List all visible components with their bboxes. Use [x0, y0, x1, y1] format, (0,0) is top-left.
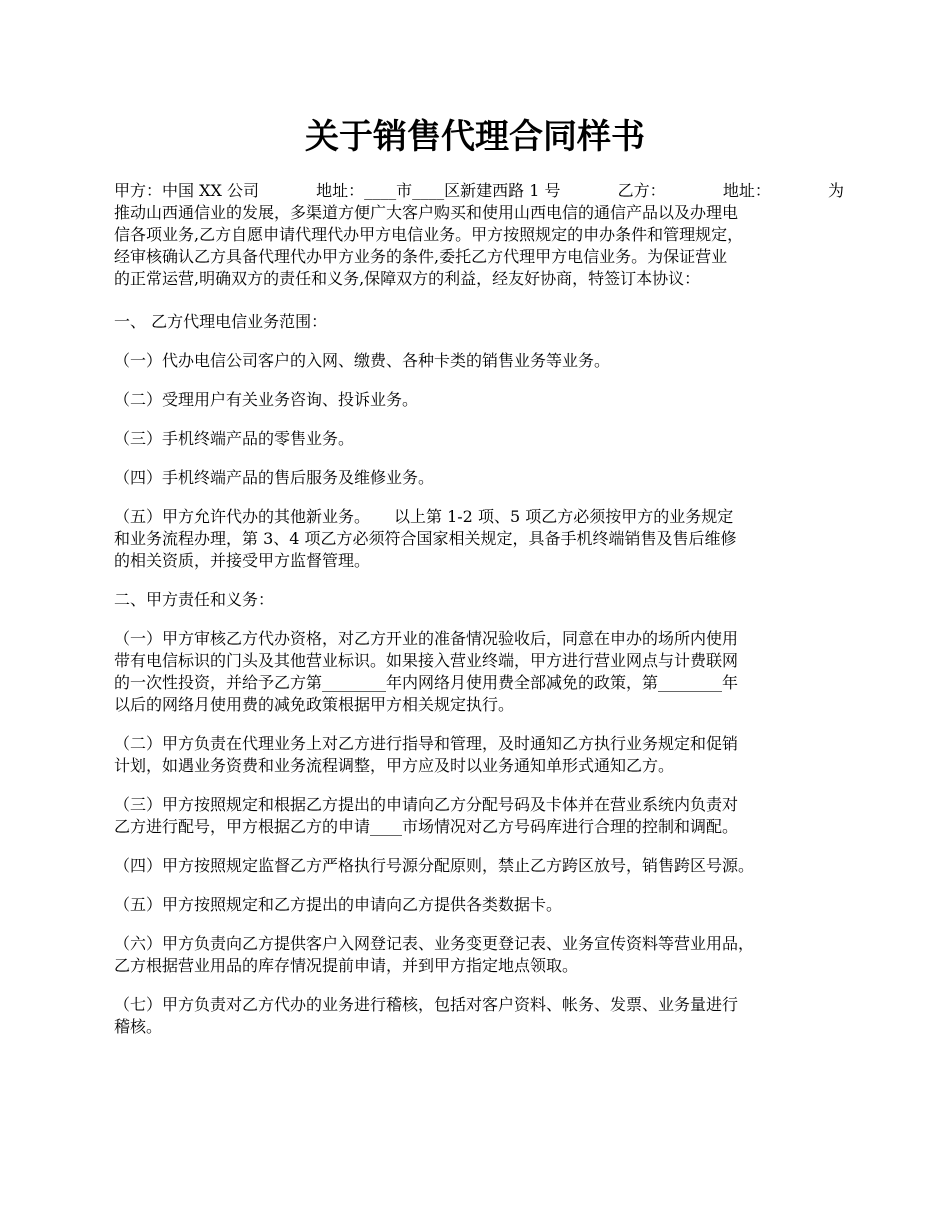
intro-first-line — [114, 180, 844, 202]
section2-paragraph-1 — [114, 628, 844, 716]
intro-lead-word: 为 — [827, 181, 844, 200]
paragraph-line: （一）甲方审核乙方代办资格，对乙方开业的准备情况验收后，同意在申办的场所内使用 — [114, 629, 739, 648]
paragraph-line: （三）甲方按照规定和根据乙方提出的申请向乙方分配号码及卡体并在营业系统内负责对 — [114, 795, 739, 814]
section2-paragraph-3 — [114, 794, 844, 838]
section1-item: （三）手机终端产品的零售业务。 — [114, 429, 355, 448]
paragraph-line: （四）甲方按照规定监督乙方严格执行号源分配原则，禁止乙方跨区放号，销售跨区号源。 — [114, 856, 755, 875]
document-title: 关于销售代理合同样书 — [305, 117, 645, 157]
section1-item-5 — [114, 506, 844, 572]
paragraph-line: （六）甲方负责向乙方提供客户入网登记表、业务变更登记表、业务宣传资料等营业用品， — [114, 934, 755, 953]
section2-paragraph-4 — [114, 855, 844, 877]
paragraph-line: （七）甲方负责对乙方代办的业务进行稽核，包括对客户资料、帐务、发票、业务量进行 — [114, 995, 739, 1014]
section2-paragraph-7 — [114, 994, 844, 1038]
intro-paragraph — [114, 180, 844, 290]
intro-line: 推动山西通信业的发展，多渠道方便广大客户购买和使用山西电信的通信产品以及办理电 — [114, 203, 739, 222]
party-a: 甲方：中国 XX 公司 — [114, 181, 259, 200]
section2-paragraph-2 — [114, 733, 844, 777]
paragraph-line: 稽核。 — [114, 1017, 163, 1036]
section2-heading: 二、甲方责任和义务： — [114, 590, 275, 609]
document-body — [114, 180, 844, 1038]
paragraph-line: （五）甲方按照规定和乙方提出的申请向乙方提供各类数据卡。 — [114, 895, 563, 914]
item5-line: （五）甲方允许代办的其他新业务。 以上第 1-2 项、5 项乙方必须按甲方的业务规定 — [114, 507, 734, 526]
section1-item: （二）受理用户有关业务咨询、投诉业务。 — [114, 390, 419, 409]
party-b-address: 地址： — [722, 181, 771, 200]
intro-line: 的正常运营,明确双方的责任和义务,保障双方的利益，经友好协商，特签订本协议： — [114, 269, 701, 288]
section1-item: （一）代办电信公司客户的入网、缴费、各种卡类的销售业务等业务。 — [114, 351, 611, 370]
party-a-address: 地址：____市____区新建西路 1 号 — [316, 181, 561, 200]
item5-line: 和业务流程办理，第 3、4 项乙方必须符合国家相关规定，具备手机终端销售及售后维修 — [114, 529, 737, 548]
intro-line: 信各项业务,乙方自愿申请代理代办甲方电信业务。甲方按照规定的申办条件和管理规定， — [114, 225, 744, 244]
paragraph-line: 计划，如遇业务资费和业务流程调整，甲方应及时以业务通知单形式通知乙方。 — [114, 756, 675, 775]
paragraph-line: 乙方根据营业用品的库存情况提前申请，并到甲方指定地点领取。 — [114, 956, 579, 975]
section2-paragraph-6 — [114, 933, 844, 977]
item5-line: 的相关资质，并接受甲方监督管理。 — [114, 551, 371, 570]
paragraph-line: 乙方进行配号，甲方根据乙方的申请____市场情况对乙方号码库进行合理的控制和调配。 — [114, 817, 739, 836]
intro-line: 经审核确认乙方具备代理代办甲方业务的条件,委托乙方代理甲方电信业务。为保证营业 — [114, 247, 728, 266]
paragraph-line: 带有电信标识的门头及其他营业标识。如果接入营业终端，甲方进行营业网点与计费联网 — [114, 651, 739, 670]
paragraph-line: 的一次性投资，并给予乙方第________年内网络月使用费全部减免的政策，第________年 — [114, 673, 739, 692]
section1-item: （四）手机终端产品的售后服务及维修业务。 — [114, 468, 435, 487]
paragraph-line: 以后的网络月使用费的减免政策根据甲方相关规定执行。 — [114, 695, 515, 714]
paragraph-line: （二）甲方负责在代理业务上对乙方进行指导和管理，及时通知乙方执行业务规定和促销 — [114, 734, 739, 753]
section2-paragraph-5 — [114, 894, 844, 916]
section1-heading: 一、 乙方代理电信业务范围： — [114, 312, 328, 331]
party-b: 乙方： — [617, 181, 666, 200]
